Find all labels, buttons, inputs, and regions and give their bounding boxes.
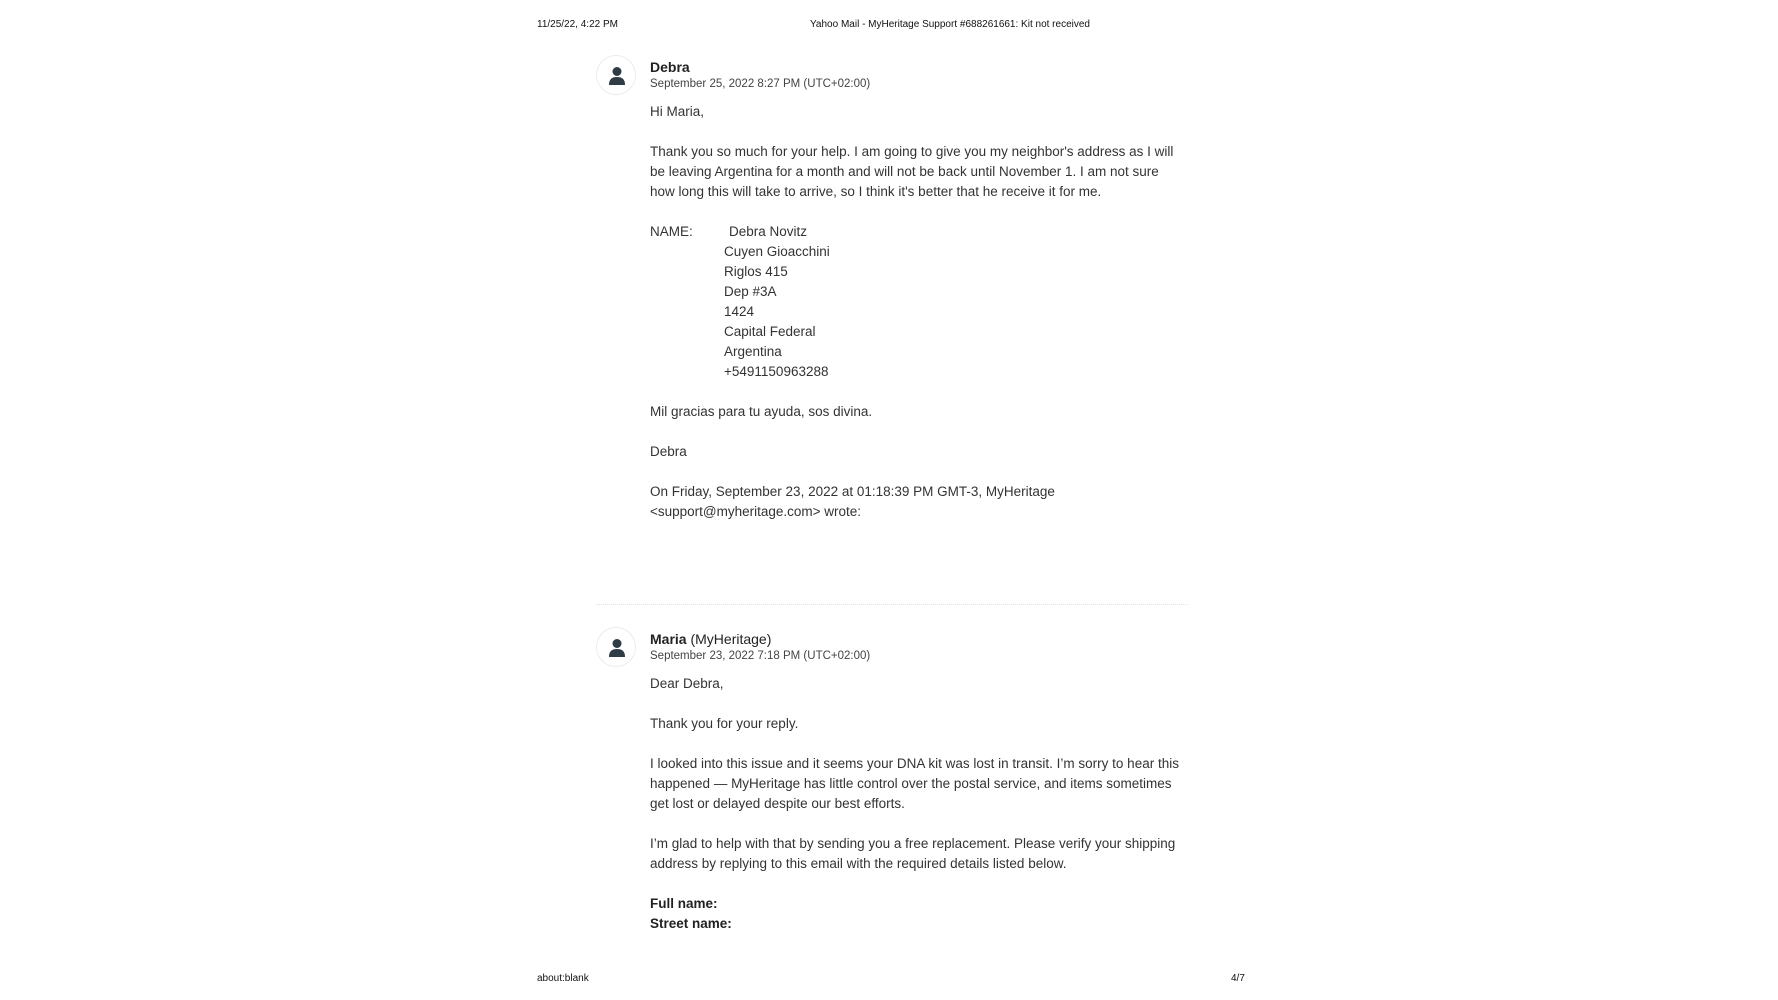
address-line: Dep #3A [724,284,777,299]
signature: Debra [650,444,687,459]
message-body [650,102,1186,522]
field-label: Street name: [650,916,732,931]
sender-name: Maria [650,631,687,647]
message-timestamp: September 25, 2022 8:27 PM (UTC+02:00) [650,78,871,90]
address-line: Riglos 415 [724,264,788,279]
person-icon [608,638,626,658]
sender-organization: (MyHeritage) [690,631,772,647]
quote-line: On Friday, September 23, 2022 at 01:18:39 PM GMT-3, MyHeritage [650,484,1055,499]
closing: Mil gracias para tu ayuda, sos divina. [650,404,873,419]
message-timestamp: September 23, 2022 7:18 PM (UTC+02:00) [650,650,871,662]
avatar [596,55,636,95]
quote-header [650,482,1186,522]
print-date: 11/25/22, 4:22 PM [537,19,618,30]
address-line: Argentina [724,344,782,359]
address-lines [724,222,830,382]
body-paragraph: Thank you for your reply. [650,716,799,731]
address-line: 1424 [724,304,755,319]
greeting: Hi Maria, [650,104,705,119]
page-number: 4/7 [1231,973,1245,984]
avatar [596,627,636,667]
message-content [650,627,1186,934]
address-line: +5491150963288 [724,364,829,379]
print-title: Yahoo Mail - MyHeritage Support #688261661: Kit not received [810,19,1090,30]
body-paragraph: I’m glad to help with that by sending you a free replacement. Please verify your shipping address by replying to this email with the required details listed below. [650,836,1176,871]
address-block [650,222,1186,382]
address-line: Cuyen Gioacchini [724,244,830,259]
field-label: Full name: [650,896,718,911]
message-divider [596,604,1188,605]
address-label: NAME: [650,224,693,239]
body-paragraph: Thank you so much for your help. I am going to give you my neighbor's address as I will be leaving Argentina for a month and will not be back until November 1. I am not sure how long this will take to arrive, so I think it's better that he receive it for me. [650,144,1174,199]
message-body [650,674,1186,934]
address-line: Debra Novitz [729,224,808,239]
sender-name: Debra [650,59,690,75]
address-line: Capital Federal [724,324,816,339]
body-paragraph: I looked into this issue and it seems your DNA kit was lost in transit. I’m sorry to hear this happened — MyHeritage has little control over the postal service, and items sometimes get lost or delayed despite our best efforts. [650,756,1179,811]
person-icon [608,66,626,86]
sender [650,59,1186,76]
sender [650,631,1186,648]
message-content [650,55,1186,522]
quote-line: <support@myheritage.com> wrote: [650,504,862,519]
greeting: Dear Debra, [650,676,724,691]
print-url: about:blank [537,973,589,984]
